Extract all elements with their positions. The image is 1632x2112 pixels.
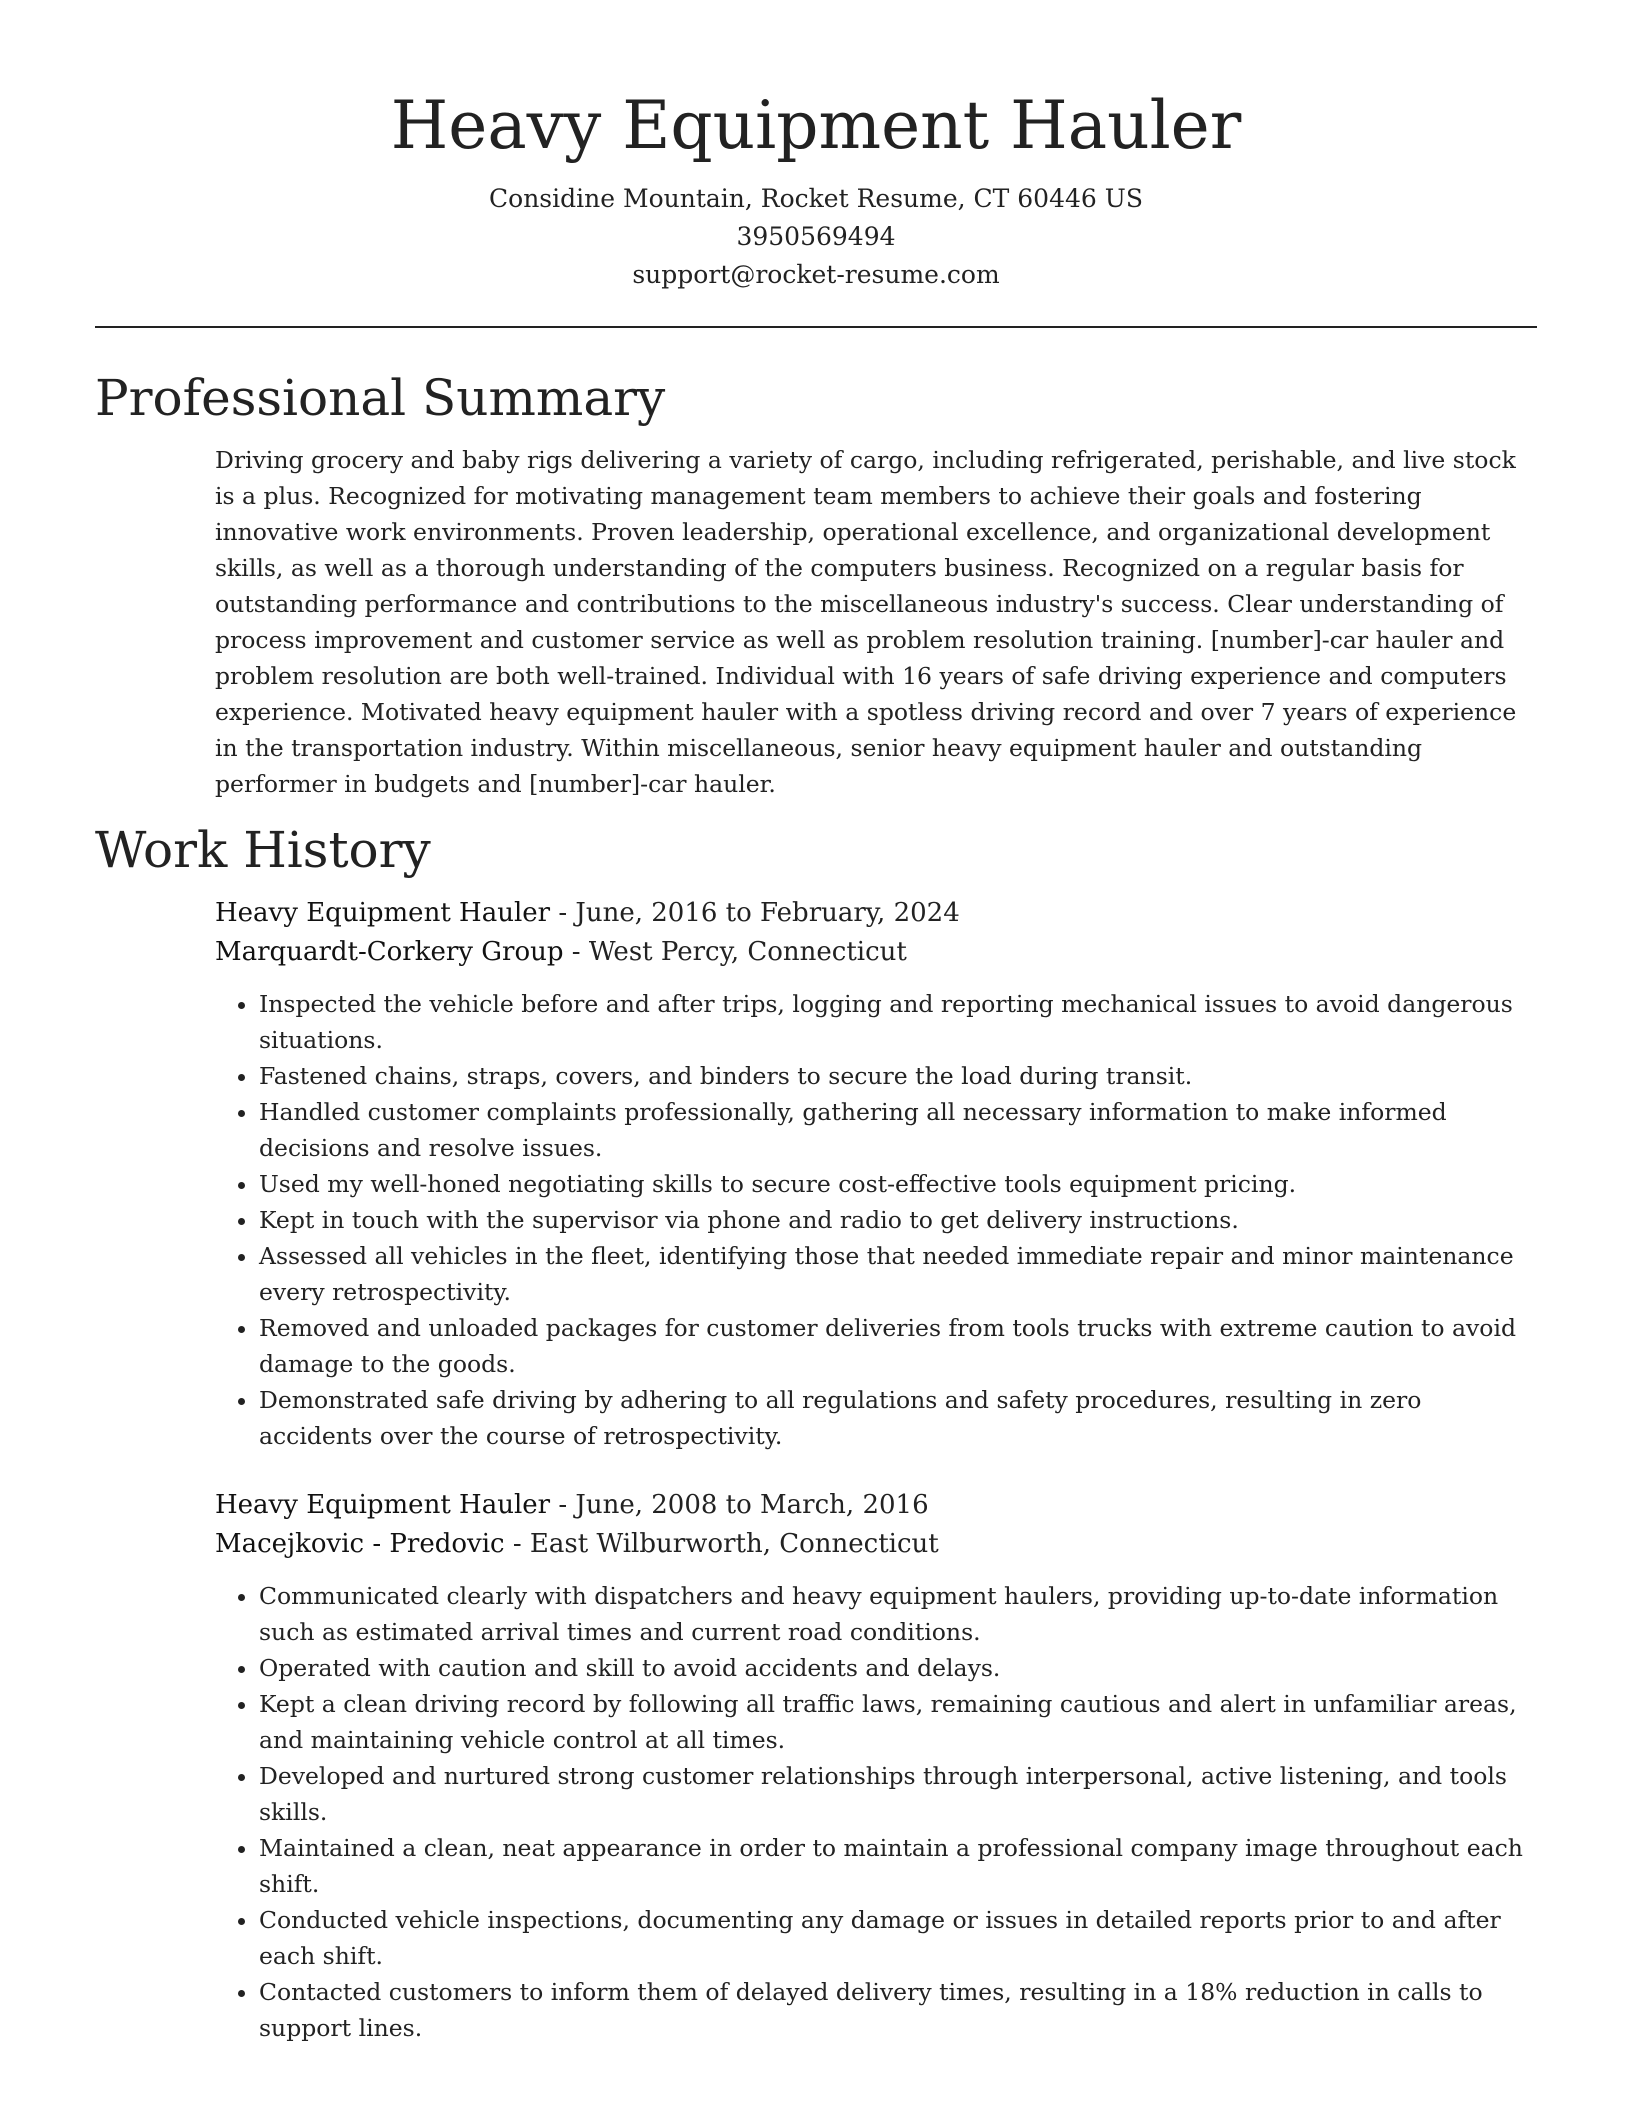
bullet-item: • Contacted customers to inform them of delayed delivery times, resulting in a 18% reduction in calls to support lines. <box>259 1974 1537 2046</box>
job-dates: June, 2008 to March, 2016 <box>575 1490 929 1520</box>
candidate-name: Heavy Equipment Hauler <box>390 87 1242 164</box>
address: Considine Mountain, Rocket Resume, CT 60446 US <box>489 184 1143 213</box>
job-employer <box>215 1525 1537 1564</box>
job-title: Heavy Equipment Hauler <box>215 898 551 928</box>
job-company: Marquardt-Corkery Group <box>215 937 564 967</box>
job-entry <box>215 1486 1537 2046</box>
job-separator: - <box>504 1529 530 1559</box>
job-separator: - <box>563 937 589 967</box>
job-heading <box>215 894 1537 933</box>
job-bullets <box>215 1578 1537 2046</box>
job-employer <box>215 933 1537 972</box>
bullet-item: • Removed and unloaded packages for customer deliveries from tools trucks with extreme caution to avoid damage to the goods. <box>259 1310 1537 1382</box>
bullet-item: • Inspected the vehicle before and after trips, logging and reporting mechanical issues to avoid dangerous situations. <box>259 986 1537 1058</box>
job-dates: June, 2016 to February, 2024 <box>575 898 960 928</box>
bullet-item: • Operated with caution and skill to avoid accidents and delays. <box>259 1650 1537 1686</box>
bullet-item: • Kept a clean driving record by following all traffic laws, remaining cautious and alert in unfamiliar areas, and maintaining vehicle control at all times. <box>259 1686 1537 1758</box>
email-address: support@rocket-resume.com <box>632 260 1000 289</box>
bullet-item: • Handled customer complaints professionally, gathering all necessary information to make informed decisions and resolve issues. <box>259 1094 1537 1166</box>
bullet-item: • Demonstrated safe driving by adhering to all regulations and safety procedures, resulting in zero accidents over the course of retrospectivity. <box>259 1382 1537 1454</box>
job-separator: - <box>550 898 576 928</box>
professional-summary-section <box>95 366 1537 802</box>
job-location: West Percy, Connecticut <box>588 937 907 967</box>
job-heading <box>215 1486 1537 1525</box>
job-title: Heavy Equipment Hauler <box>215 1490 551 1520</box>
bullet-item: • Communicated clearly with dispatchers and heavy equipment haulers, providing up-to-date information such as estimated arrival times and current road conditions. <box>259 1578 1537 1650</box>
section-title-work: Work History <box>95 821 431 879</box>
bullet-item: • Maintained a clean, neat appearance in order to maintain a professional company image throughout each shift. <box>259 1830 1537 1902</box>
job-bullets <box>215 986 1537 1454</box>
bullet-item: • Developed and nurtured strong customer relationships through interpersonal, active listening, and tools skills. <box>259 1758 1537 1830</box>
summary-text: Driving grocery and baby rigs delivering a variety of cargo, including refrigerated, perishable, and live stock is a plus. Recognized for motivating management team members to achieve their goals and fostering innovative work environments. Proven leadership, operational excellence, and organizational development skills, as well as a thorough understanding of the computers business. Recognized on a regular basis for outstanding performance and contributions to the miscellaneous industry's success. Clear understanding of process improvement and customer service as well as problem resolution training. [number]-car hauler and problem resolution are both well-trained. Individual with 16 years of safe driving experience and computers experience. Motivated heavy equipment hauler with a spotless driving record and over 7 years of experience in the transportation industry. Within miscellaneous, senior heavy equipment hauler and outstanding performer in budgets and [number]-car hauler. <box>215 446 1517 798</box>
bullet-item: • Kept in touch with the supervisor via phone and radio to get delivery instructions. <box>259 1202 1537 1238</box>
work-history-section <box>95 818 1537 2046</box>
bullet-item: • Fastened chains, straps, covers, and binders to secure the load during transit. <box>259 1058 1537 1094</box>
job-company: Macejkovic - Predovic <box>215 1529 505 1559</box>
bullet-item: • Assessed all vehicles in the fleet, identifying those that needed immediate repair and minor maintenance every retrospectivity. <box>259 1238 1537 1310</box>
job-location: East Wilburworth, Connecticut <box>529 1529 939 1559</box>
header-divider <box>95 326 1537 328</box>
section-title-summary: Professional Summary <box>95 369 666 427</box>
job-separator: - <box>550 1490 576 1520</box>
bullet-item: • Conducted vehicle inspections, documenting any damage or issues in detailed reports prior to and after each shift. <box>259 1902 1537 1974</box>
phone-number: 3950569494 <box>736 222 896 251</box>
resume-header <box>95 82 1537 294</box>
bullet-item: • Used my well-honed negotiating skills to secure cost-effective tools equipment pricing. <box>259 1166 1537 1202</box>
job-entry <box>215 894 1537 1454</box>
